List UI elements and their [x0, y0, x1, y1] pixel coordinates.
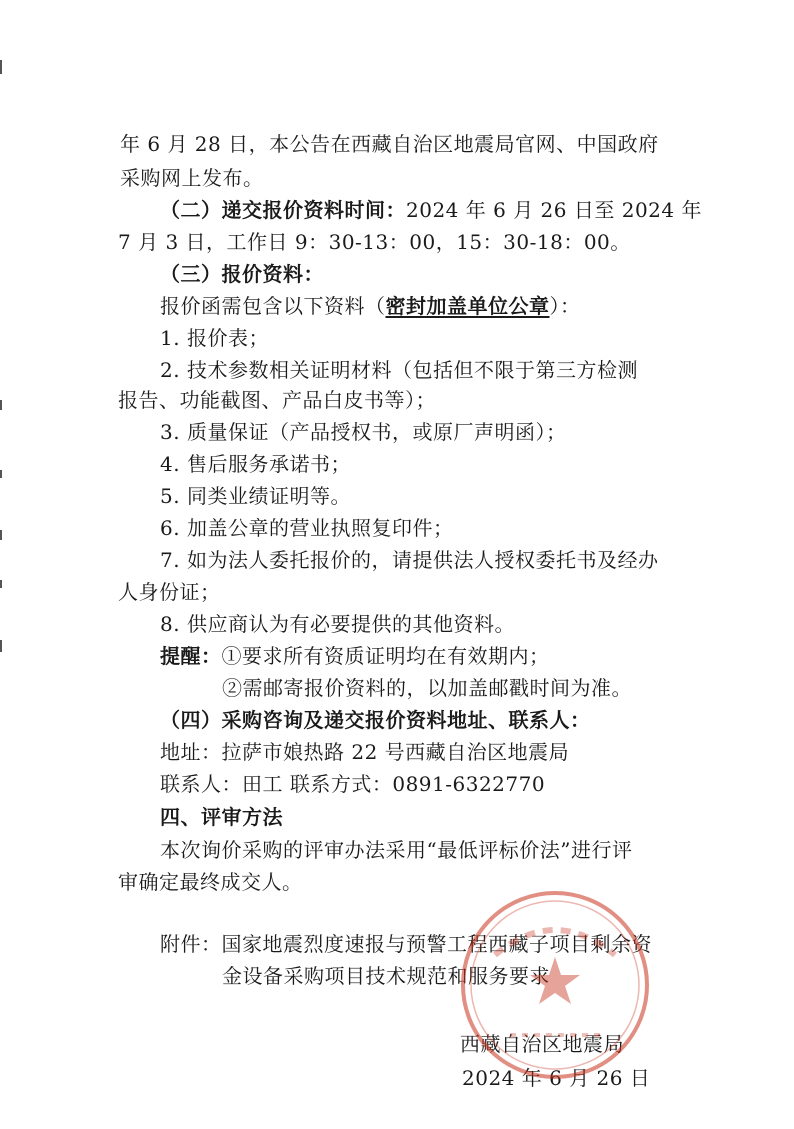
section-2-text: 2024 年 6 月 26 日至 2024 年 — [406, 198, 702, 222]
paragraph-line-2: 采购网上发布。 — [120, 166, 264, 190]
section-3-intro — [160, 292, 581, 320]
list-item: 1. 报价表； — [160, 326, 269, 350]
list-item: 报告、功能截图、产品白皮书等）； — [118, 388, 436, 412]
reminder-2: ②需邮寄报价资料的，以加盖邮戳时间为准。 — [222, 676, 632, 700]
organization-signature: 西藏自治区地震局 — [460, 1032, 624, 1056]
address: 地址：拉萨市娘热路 22 号西藏自治区地震局 — [160, 740, 570, 764]
contact: 联系人：田工 联系方式：0891-6322770 — [160, 772, 546, 796]
list-item: 7. 如为法人委托报价的，请提供法人授权委托书及经办 — [160, 548, 659, 572]
section-3-intro-end: ）： — [549, 294, 581, 318]
section-2-line-2: 7 月 3 日，工作日 9：30-13：00，15：30-18：00。 — [118, 230, 631, 254]
list-item: 3. 质量保证（产品授权书，或原厂声明函）； — [160, 420, 567, 444]
section-3-heading: （三）报价资料： — [160, 262, 324, 286]
list-item: 5. 同类业绩证明等。 — [160, 484, 351, 508]
list-item: 2. 技术参数相关证明材料（包括但不限于第三方检测 — [160, 358, 638, 382]
list-item: 人身份证； — [118, 580, 221, 604]
list-item: 6. 加盖公章的营业执照复印件； — [160, 516, 454, 540]
reminder-line-1 — [160, 642, 550, 670]
list-item: 4. 售后服务承诺书； — [160, 452, 351, 476]
section-4-heading: （四）采购咨询及递交报价资料地址、联系人： — [160, 708, 591, 732]
signature-date: 2024 年 6 月 26 日 — [462, 1066, 651, 1090]
section-2-heading: （二）递交报价资料时间： — [160, 198, 406, 222]
attachment-line-1: 附件：国家地震烈度速报与预警工程西藏子项目剩余资 — [160, 932, 652, 956]
seal-requirement: 密封加盖单位公章 — [385, 294, 550, 318]
reminder-1: ①要求所有资质证明均在有效期内； — [221, 644, 550, 668]
binding-marks-icon — [0, 0, 10, 1129]
section-2-line — [160, 196, 702, 224]
list-item: 8. 供应商认为有必要提供的其他资料。 — [160, 612, 515, 636]
attachment-line-2: 金设备采购项目技术规范和服务要求 — [222, 964, 550, 988]
reminder-label: 提醒： — [160, 644, 222, 668]
evaluation-line-1: 本次询价采购的评审办法采用“最低评标价法”进行评 — [160, 838, 633, 862]
section-3-intro-start: 报价函需包含以下资料（ — [160, 294, 386, 318]
paragraph-line-1: 年 6 月 28 日，本公告在西藏自治区地震局官网、中国政府 — [120, 132, 659, 156]
evaluation-line-2: 审确定最终成交人。 — [118, 870, 303, 894]
section-title: 四、评审方法 — [160, 805, 283, 829]
